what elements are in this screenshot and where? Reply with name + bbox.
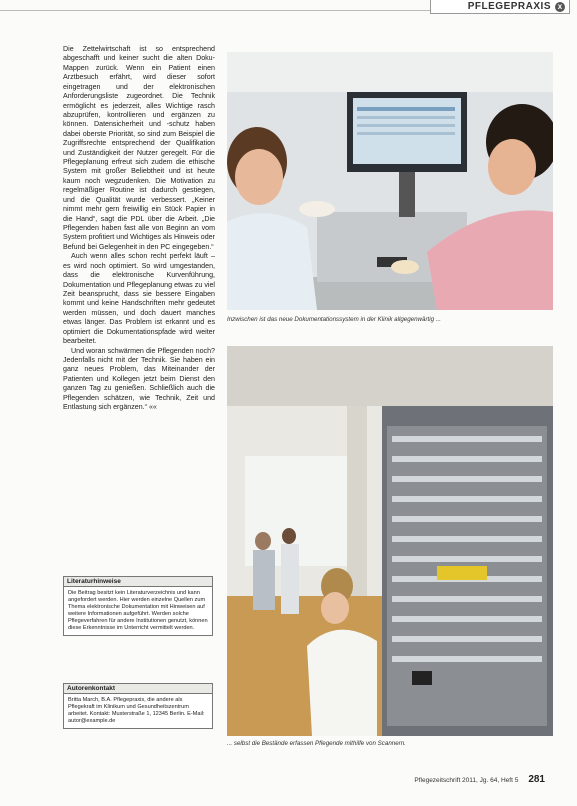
- literature-box-text: Die Beitrag besitzt kein Literaturverzeichnis und kann angefordert werden. Hier werden einzelne Quellen zum Thema elektronische Dokumentation mit Hinweisen auf weitere Informationen aufgeführt. Werden solche Pflegeverfahren für andere Institutionen genutzt, können diese Erkenntnisse im Unterricht vermittelt werden.: [68, 590, 208, 631]
- journal-reference: Pflegezeitschrift 2011, Jg. 64, Heft 5: [414, 777, 519, 784]
- literature-box-title: Literaturhinweise: [64, 577, 212, 587]
- author-contact-text: Britta March, B.A. Pflegepraxis, die andere als Pflegekraft im Klinikum und Gesundheitszentrum arbeitet. Kontakt: Musterstraße 1, 12345 Berlin. E-Mail: autor@example.de: [68, 697, 205, 724]
- author-contact-box: [63, 683, 213, 729]
- author-contact-title: Autorenkontakt: [64, 684, 212, 694]
- article-paragraph-2: Auch wenn alles schon recht perfekt läuft – es wird noch optimiert. So wird umgestanden, dass die elektronische Kurvenführung, Dokumentation und Pflegeplanung etwas zu viel Zeit beansprucht, dass sie bessere Eingaben kommt und keine Handschriften mehr gedeutet werden müssen, und doch dauert manches etwas länger. Das Problem ist erkannt und es optimiert die Dokumentationspfade wird weiter bearbeitet.: [63, 252, 215, 346]
- section-title: PFLEGEPRAXIS: [467, 1, 551, 12]
- literature-box: [63, 576, 213, 636]
- photo-nurses-monitor: [227, 52, 553, 310]
- photo-supply-scanner: [227, 346, 553, 736]
- article-paragraph-3: Und woran schwärmen die Pflegenden noch? Jedenfalls nicht mit der Technik. Sie haben ein ganz neues Problem, das Miteinander der Patienten und Kollegen jetzt beim Dienst den ganzen Tag zu genießen. Schließlich auch die Pflegenden schätzen, wie Technik, Zeit und Entlastung sich ergänzen.“ ««: [63, 346, 215, 412]
- photo-caption-bottom: ... selbst die Bestände erfassen Pflegende mithilfe von Scannern.: [227, 740, 406, 747]
- article-column: [63, 45, 215, 412]
- section-x-icon: x: [555, 2, 565, 12]
- header-rule: [0, 10, 430, 11]
- article-paragraph-1: Die Zettelwirtschaft ist so entsprechend abgeschafft und keiner sucht die alten Doku-Mappen zurück. Wenn ein Patient einen Arztbesuch erfährt, wird dieser sofort eingetragen und der elektronischen Anforderungsliste zugeordnet. Die Technik ermöglicht es jederzeit, alles Wichtige rasch abzuprüfen, kontrollieren und ergänzen zu können. Datensicherheit und -schutz haben dabei oberste Priorität, so sind zum Beispiel die Zugriffsrechte entsprechend der Qualifikation und Zuständigkeit der Nutzer geregelt. Für die Pflegeplanung erfreut sich zudem die ethische System mit großer Beliebtheit und ist heute kaum noch wegzudenken. Die Motivation zu regelmäßiger Routine ist dadurch gestiegen, und die Qualität wurde verbessert. „Keiner nimmt mehr gern freiwillig ein Stück Papier in die Hand“, sagt die PDL über die Arbeit. „Die Pflegenden haben fast alle von Beginn an vom System profitiert und Wichtiges als Hinweis oder Befund bei Gelegenheit in den PC eingegeben.“: [63, 45, 215, 251]
- photo-caption-top: Inzwischen ist das neue Dokumentationssystem in der Klinik allgegenwärtig ...: [227, 316, 441, 323]
- page-footer: [414, 774, 545, 785]
- page-number: 281: [528, 774, 545, 785]
- section-header: [430, 0, 570, 14]
